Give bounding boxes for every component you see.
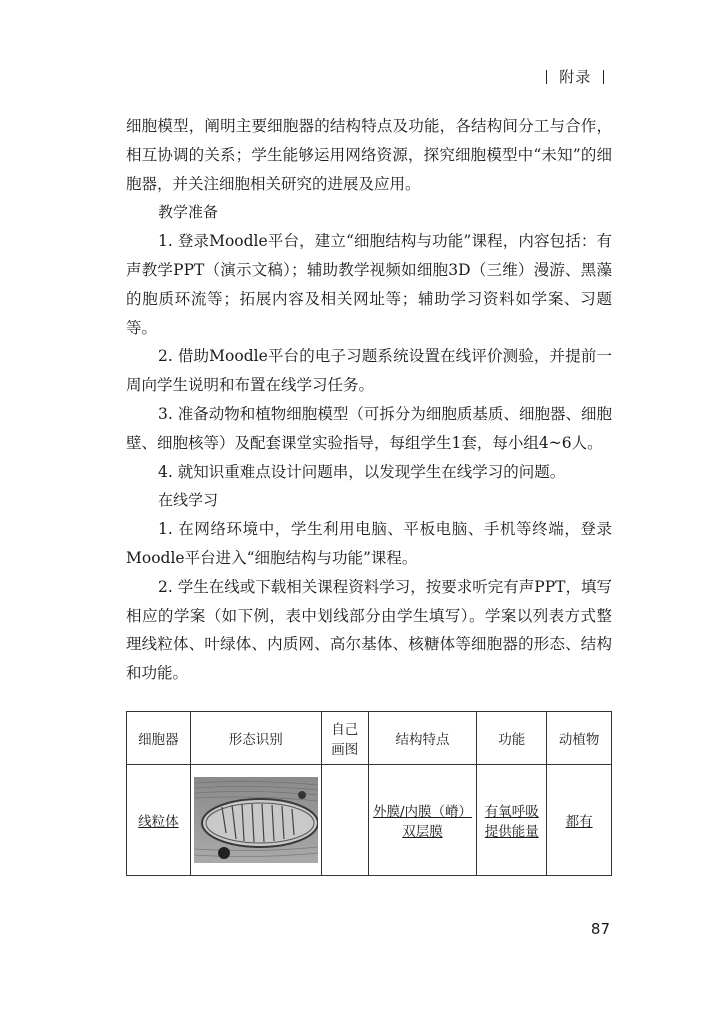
paragraph-prep-2: 2. 借助Moodle平台的电子习题系统设置在线评价测验，并提前一周向学生说明和布置在线学习任务。 [126, 347, 612, 395]
cell-structure [368, 765, 477, 876]
heading-online-learning: 在线学习 [158, 491, 219, 510]
header-organelle: 细胞器 [127, 712, 191, 765]
header-section-title: 附录 [559, 68, 592, 86]
cell-function [477, 765, 547, 876]
table-row [127, 765, 612, 876]
organelle-worksheet-table [126, 711, 612, 876]
header-morphology: 形态识别 [190, 712, 321, 765]
header-divider-right [603, 70, 604, 84]
paragraph-objectives: 细胞模型，阐明主要细胞器的结构特点及功能，各结构间分工与合作，相互协调的关系；学生能够运用网络资源，探究细胞模型中“未知”的细胞器，并关注细胞相关研究的进展及应用。 [126, 117, 612, 193]
header-divider-left [546, 70, 547, 84]
header-drawing [321, 712, 368, 765]
heading-teaching-preparation: 教学准备 [158, 203, 219, 222]
structure-line2: 双层膜 [402, 824, 443, 840]
running-header [540, 66, 610, 87]
cell-drawing[interactable] [321, 765, 368, 876]
header-plant-animal: 动植物 [547, 712, 612, 765]
paragraph-online-1: 1. 在网络环境中，学生利用电脑、平板电脑、手机等终端，登录Moodle平台进入“细胞结构与功能”课程。 [126, 520, 612, 567]
cell-morphology [190, 765, 321, 876]
structure-line1: 外膜/内膜（嵴） [372, 804, 473, 820]
header-structure: 结构特点 [368, 712, 477, 765]
paragraph-prep-1: 1. 登录Moodle平台，建立“细胞结构与功能”课程，内容包括：有声教学PPT（演示文稿）；辅助教学视频如细胞3D（三维）漫游、黑藻的胞质环流等；拓展内容及相关网址等；辅助学习资料如学案、习题等。 [126, 232, 612, 337]
paragraph-online-2: 2. 学生在线或下载相关课程资料学习，按要求听完有声PPT，填写相应的学案（如下例，表中划线部分由学生填写）。学案以列表方式整理线粒体、叶绿体、内质网、高尔基体、核糖体等细胞器的形态、结构和功能。 [126, 577, 612, 683]
paragraph-prep-4: 4. 就知识重难点设计问题串，以发现学生在线学习的问题。 [158, 462, 566, 481]
mitochondrion-micrograph-image [194, 777, 318, 863]
cell-plant-animal [547, 765, 612, 876]
organelle-name: 线粒体 [138, 814, 179, 830]
header-drawing-line2: 画图 [331, 742, 359, 758]
header-function: 功能 [477, 712, 547, 765]
page-number: 87 [590, 920, 610, 938]
plant-animal-value: 都有 [565, 814, 593, 830]
function-line1: 有氧呼吸 [484, 804, 539, 820]
header-drawing-line1: 自己 [331, 722, 359, 738]
function-line2: 提供能量 [484, 824, 539, 840]
cell-organelle [127, 765, 191, 876]
body-text [126, 112, 612, 688]
table-header-row [127, 712, 612, 765]
paragraph-prep-3: 3. 准备动物和植物细胞模型（可拆分为细胞质基质、细胞器、细胞壁、细胞核等）及配套课堂实验指导，每组学生1套，每小组4~6人。 [126, 404, 612, 452]
